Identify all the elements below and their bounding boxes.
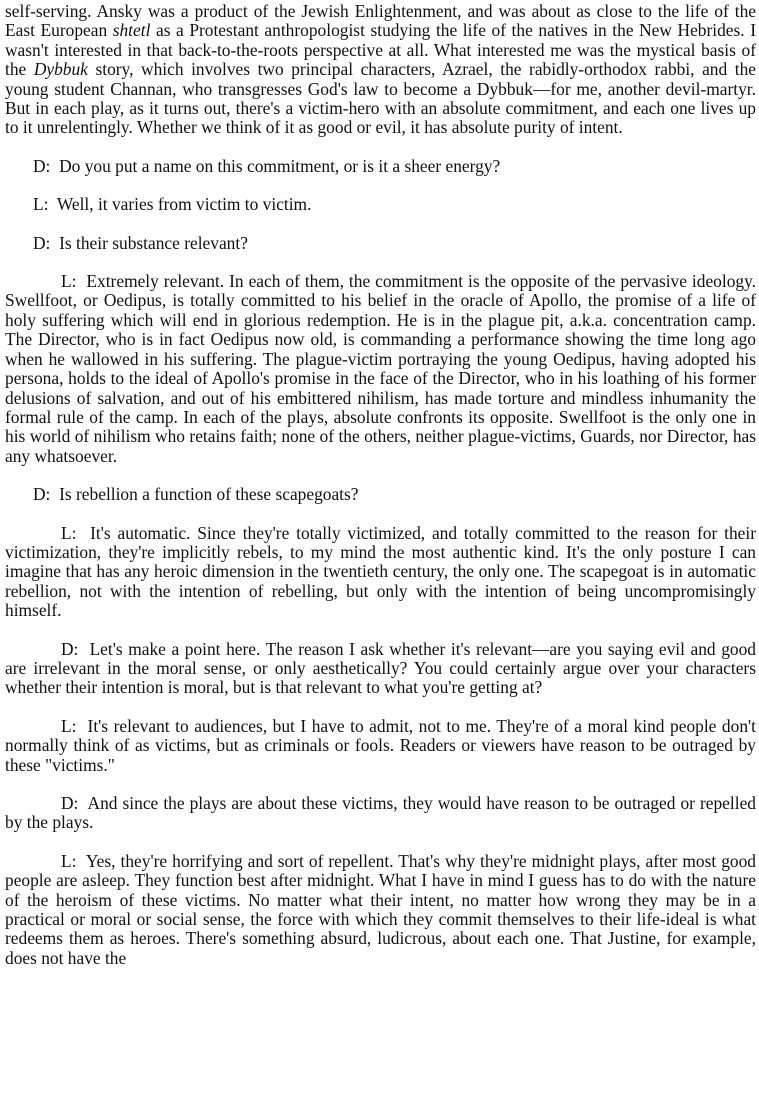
paragraph-text: Is rebellion a function of these scapegoats? [59,484,359,505]
paragraph-text: self-serving. Ansky was a product of the Jewish Enlightenment, and was about as close to the life of the East European [5,1,756,41]
paragraph-text: And since the plays are about these victims, they would have reason to be outraged or repelled by the plays. [5,793,756,833]
answer-paragraph [5,717,756,775]
speaker-label: D: [61,793,79,813]
speaker-label: D: [33,155,51,176]
question-paragraph [5,794,756,833]
speaker-label: D: [33,484,51,505]
question-paragraph [5,234,756,253]
paragraph-text: Well, it varies from victim to victim. [56,194,312,215]
paragraph-text: Extremely relevant. In each of them, the commitment is the opposite of the pervasive ideology. Swellfoot, or Oedipus, is totally committed to his belief in the oracle of Apollo, the promise of a life of holy suffering which will end in glorious redemption. He is in the plague pit, a.k.a. concentration camp. The Director, who is in fact Oedipus now old, is commanding a performance showing the time long ago when he wallowed in his suffering. The plague-victim portraying the young Oedipus, having adopted his persona, holds to the ideal of Apollo's promise in the face of the Director, who in his loathing of his former delusions of salvation, and out of his embittered nihilism, has made torture and mindless inhumanity the formal rule of the camp. In each of the plays, absolute confronts its opposite. Swellfoot is the only one in his world of nihilism who retains faith; none of the others, neither plague-victims, Guards, nor Director, has any whatsoever. [5,271,756,466]
speaker-label: L: [61,522,77,543]
answer-paragraph [5,852,756,968]
paragraph-text: Yes, they're horrifying and sort of repellent. That's why they're midnight plays, after most good people are asleep. They function best after midnight. What I have in mind I guess has to do with the nature of the heroism of these victims. No matter what their intent, no matter how wrong they may be in a practical or moral or social sense, the force with which they commit themselves to their life-ideal is what redeems them as heroes. There's something absurd, ludicrous, about each one. That Justine, for example, does not have the [5,850,756,968]
speaker-label: L: [61,715,77,736]
italic-title-dybbuk: Dybbuk [33,59,88,80]
italic-term-shtetl: shtetl [112,20,151,41]
paragraph-text: Is their substance relevant? [59,232,248,253]
paragraph-text: Let's make a point here. The reason I ask whether it's relevant—are you saying evil and good are irrelevant in the moral sense, or only aesthetically? You could certainly argue over your characters whether their intention is moral, but is that relevant to what you're getting at? [5,638,756,698]
answer-paragraph [5,524,756,621]
paragraph-intro [5,2,756,138]
paragraph-text: as a Protestant anthropologist studying the life of the natives in the New Hebrides. I wasn't interested in that back-to-the-roots perspective at all. What interested me was the mystical basis of the [5,20,756,80]
question-paragraph [5,485,756,504]
document-page [5,0,756,987]
speaker-label: L: [61,271,77,292]
answer-paragraph [5,272,756,466]
paragraph-text: story, which involves two principal characters, Azrael, the rabidly-orthodox rabbi, and the young student Channan, who transgresses God's law to become a Dybbuk—for me, another devil-martyr. But in each play, as it turns out, there's a victim-hero with an absolute commitment, and each one lives up to it unrelentingly. Whether we think of it as good or evil, it has absolute purity of intent. [5,59,756,138]
question-paragraph [5,640,756,698]
paragraph-text: It's automatic. Since they're totally victimized, and totally committed to the reason for their victimization, they're implicitly rebels, to my mind the most authentic kind. It's the only posture I can imagine that has any heroic dimension in the twentieth century, the only one. The scapegoat is in automatic rebellion, not with the intention of rebelling, but only with the intention of being uncompromisingly himself. [5,522,756,621]
paragraph-text: It's relevant to audiences, but I have to admit, not to me. They're of a moral kind people don't normally think of as victims, but as criminals or fools. Readers or viewers have reason to be outraged by these "victims." [5,715,756,775]
speaker-label: L: [33,194,49,215]
speaker-label: L: [61,850,77,871]
answer-paragraph [5,195,756,214]
speaker-label: D: [61,638,79,659]
paragraph-text: Do you put a name on this commitment, or is it a sheer energy? [59,155,501,176]
speaker-label: D: [33,232,51,253]
question-paragraph [5,157,756,176]
